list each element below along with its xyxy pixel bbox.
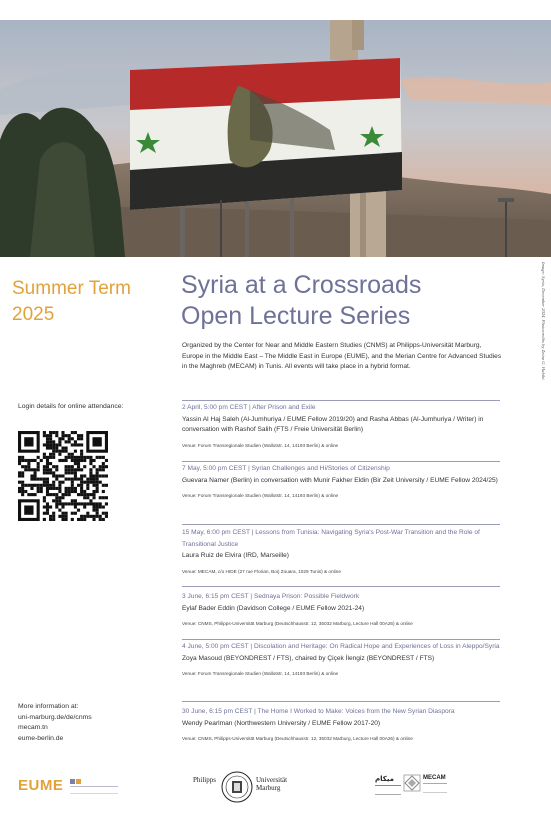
marburg-logo <box>191 770 301 804</box>
mecam-mark-icon <box>403 774 421 792</box>
event-speakers: Guevara Namer (Berlin) in conversation with Munir Fakher Eldin (Bir Zeit University / EUME Fellow 2024/25) <box>182 476 498 484</box>
header-photo <box>0 20 551 257</box>
title-line-1: Syria at a Crossroads <box>181 271 422 299</box>
marburg-logo-left: Philipps <box>193 776 216 784</box>
mecam-arabic-subtitle-lines <box>375 785 401 795</box>
event-speakers: Wendy Pearlman (Northwestern University / EUME Fellow 2017-20) <box>182 719 381 727</box>
divider <box>182 639 500 640</box>
qr-code-icon[interactable] <box>18 430 108 522</box>
divider <box>182 524 500 525</box>
login-info-label: Login details for online attendance: <box>18 403 124 410</box>
title-line-2: Open Lecture Series <box>181 302 411 330</box>
event-speakers: Yassin Al Haj Saleh (Al-Jumhuriya / EUME Fellow 2019/20) and Rasha Abbas (Al-Jumhuriya / Writer) in conversation with Rashof Salih (FTS / Freie Universität Berlin) <box>182 415 484 433</box>
event-venue: Venue: CNMS, Philipps-Universität Marburg (Deutschhausstr. 12, 35032 Marburg, Lecture Hall 00A26) & online <box>182 736 413 741</box>
term-year: 2025 <box>12 304 55 325</box>
event-venue: Venue: Forum Transregionale Studien (Wallotstr. 14, 14193 Berlin) & online <box>182 493 339 498</box>
marburg-logo-marburg: Marburg <box>256 784 281 792</box>
event-item <box>182 641 500 677</box>
mecam-tagline-lines <box>423 783 447 793</box>
university-seal-icon <box>221 771 253 803</box>
event-date-title: 4 June, 5:00 pm CEST | Discolation and Heritage: On Radical Hope and Experiences of Loss in Aleppo/Syria <box>182 643 500 650</box>
event-item <box>182 527 500 575</box>
event-date-title: 15 May, 6:00 pm CEST | Lessons from Tunisia: Navigating Syria's Post-War Transition and the Role of Transitional Justice <box>182 529 480 548</box>
divider <box>182 701 500 702</box>
link-eume[interactable]: eume-berlin.de <box>18 734 64 742</box>
event-speakers: Zoya Masoud (BEYONDREST / FTS), chaired by Çiçek İlengiz (BEYONDREST / FTS) <box>182 654 435 662</box>
event-speakers: Eylaf Bader Eddin (Davidson College / EUME Fellow 2021-24) <box>182 604 365 612</box>
eume-square-icon <box>76 779 81 784</box>
eume-logo-text: EUME <box>18 777 64 794</box>
link-mecam[interactable]: mecam.tn <box>18 724 48 732</box>
more-info-label: More information at: <box>18 703 79 710</box>
marburg-logo-right <box>256 776 287 792</box>
link-cnms[interactable]: uni-marburg.de/de/cnms <box>18 713 92 721</box>
page-title <box>181 270 521 332</box>
event-item <box>182 706 500 742</box>
divider <box>182 400 500 401</box>
divider <box>182 586 500 587</box>
eume-square-icon <box>70 779 75 784</box>
syria-flag-billboard-image <box>0 20 551 257</box>
mecam-logo <box>373 770 463 800</box>
event-speakers: Laura Ruiz de Elvira (IRD, Marseille) <box>182 552 289 559</box>
divider <box>182 461 500 462</box>
photo-credit-text: Image: Syria, December 2024. Photocredits by Zeina G. Habibi. <box>541 262 546 381</box>
intro-paragraph: Organized by the Center for Near and Middle Eastern Studies (CNMS) at Philipps-Universität Marburg, Europe in the Middle East – The Middle East in Europe (EUME), and the Merian Centre for Advanced Studies in the Maghreb (MECAM) in Tunis. All events will take place in a hybrid format. <box>182 342 502 370</box>
term-line-1: Summer Term <box>12 278 131 299</box>
photo-credit <box>538 262 548 412</box>
event-venue: Venue: CNMS, Philipps-Universität Marburg (Deutschhausstr. 12, 35032 Marburg, Lecture Hall 00A26) & online <box>182 621 413 626</box>
event-item <box>182 402 500 449</box>
term-label <box>12 276 162 328</box>
mecam-arabic-text: ميكام <box>375 775 395 783</box>
eume-logo <box>18 777 118 797</box>
event-venue: Venue: MECAM, c/o HIDE (27 rue Florian, Borj Zouara, 1029 Tunis) & online <box>182 568 341 574</box>
more-info <box>18 702 158 744</box>
mecam-logo-text: MECAM <box>423 775 446 781</box>
event-venue: Venue: Forum Transregionale Studien (Wallotstr. 14, 14193 Berlin) & online <box>182 442 339 448</box>
marburg-logo-universitaet: Universität <box>256 776 288 784</box>
event-item <box>182 591 500 627</box>
event-item <box>182 463 500 499</box>
event-date-title: 7 May, 5:00 pm CEST | Syrian Challenges and Hi/Stories of Citizenship <box>182 465 390 472</box>
event-date-title: 30 June, 6:15 pm CEST | The Home I Worked to Make: Voices from the New Syrian Diaspora <box>182 708 455 715</box>
event-date-title: 2 April, 5:00 pm CEST | After Prison and Exile <box>182 404 316 411</box>
event-date-title: 3 June, 6:15 pm CEST | Sednaya Prison: Possible Fieldwork <box>182 593 360 600</box>
eume-subtitle-lines <box>70 786 118 794</box>
event-venue: Venue: Forum Transregionale Studien (Wallotstr. 14, 14193 Berlin) & online <box>182 671 339 676</box>
